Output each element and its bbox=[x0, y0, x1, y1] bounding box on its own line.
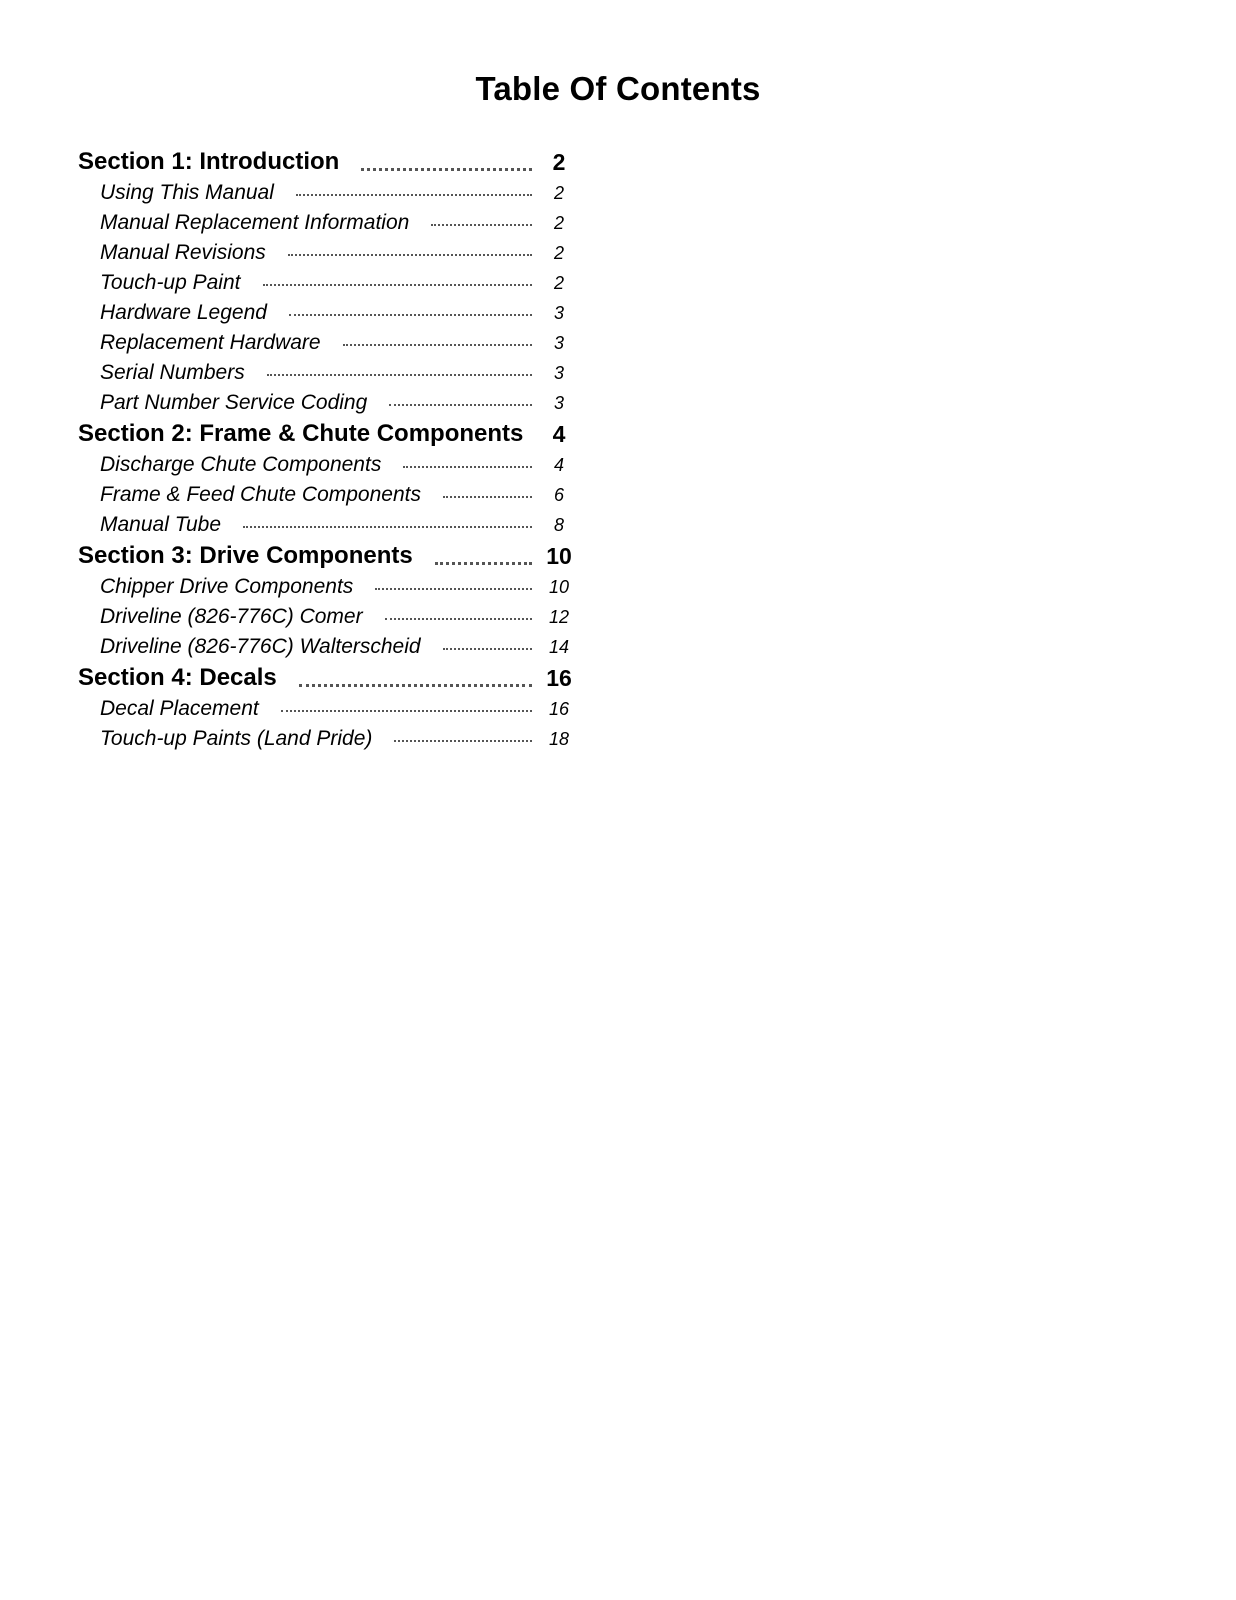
toc-subsection-entry[interactable] bbox=[0, 298, 600, 328]
toc-entry-label: Section 4: Decals bbox=[78, 664, 277, 691]
toc-page-number: 10 bbox=[548, 577, 570, 597]
toc-page-number: 3 bbox=[553, 363, 564, 383]
toc-entry-label: Discharge Chute Components bbox=[100, 453, 382, 476]
toc-entry-label: Driveline (826-776C) Walterscheid bbox=[100, 635, 421, 658]
toc-dot-leader bbox=[375, 572, 532, 590]
toc-page-number: 4 bbox=[553, 455, 564, 475]
toc-entry-label: Section 2: Frame & Chute Components bbox=[78, 420, 524, 447]
toc-dot-leader bbox=[281, 694, 532, 712]
toc-subsection-entry[interactable] bbox=[0, 632, 600, 662]
toc-page-number: 16 bbox=[548, 699, 570, 719]
toc-section-entry[interactable] bbox=[0, 146, 600, 178]
toc-subsection-entry[interactable] bbox=[0, 358, 600, 388]
toc-entry-label: Chipper Drive Components bbox=[100, 575, 354, 598]
toc-dot-leader bbox=[435, 540, 532, 565]
toc-subsection-entry[interactable] bbox=[0, 694, 600, 724]
toc-dot-leader bbox=[296, 178, 532, 196]
toc-subsection-entry[interactable] bbox=[0, 328, 600, 358]
toc-page-number: 2 bbox=[553, 273, 564, 293]
toc-page-number: 8 bbox=[553, 515, 564, 535]
toc-subsection-entry[interactable] bbox=[0, 724, 600, 754]
toc-dot-leader bbox=[267, 358, 532, 376]
toc-entry-label: Hardware Legend bbox=[100, 301, 267, 324]
toc-entry-label: Manual Revisions bbox=[100, 241, 266, 264]
toc-page-number: 3 bbox=[553, 333, 564, 353]
toc-subsection-entry[interactable] bbox=[0, 572, 600, 602]
toc-dot-leader bbox=[389, 388, 532, 406]
page-title: Table Of Contents bbox=[475, 70, 761, 107]
toc-dot-leader bbox=[343, 328, 532, 346]
toc-entry-label: Manual Tube bbox=[100, 513, 222, 536]
toc-page-number: 3 bbox=[553, 303, 564, 323]
toc-dot-leader bbox=[299, 662, 532, 687]
toc-dot-leader bbox=[403, 450, 532, 468]
toc-dot-leader bbox=[443, 632, 532, 650]
toc-subsection-entry[interactable] bbox=[0, 602, 600, 632]
toc-dot-leader bbox=[361, 146, 532, 171]
toc-subsection-entry[interactable] bbox=[0, 510, 600, 540]
toc-subsection-entry[interactable] bbox=[0, 388, 600, 418]
toc-page-number: 2 bbox=[552, 149, 566, 175]
toc-entry-label: Using This Manual bbox=[100, 181, 274, 204]
toc-page-number: 4 bbox=[552, 421, 566, 447]
toc-dot-leader bbox=[243, 510, 532, 528]
toc-entry-label: Section 3: Drive Components bbox=[78, 542, 413, 569]
toc-page-number: 2 bbox=[553, 243, 564, 263]
toc-dot-leader bbox=[443, 480, 532, 498]
toc-page-number: 16 bbox=[546, 665, 572, 691]
toc-dot-leader bbox=[385, 602, 532, 620]
toc-subsection-entry[interactable] bbox=[0, 178, 600, 208]
toc-dot-leader bbox=[431, 208, 532, 226]
toc-dot-leader bbox=[289, 298, 532, 316]
toc-page-number: 2 bbox=[553, 213, 564, 233]
toc-section-entry[interactable] bbox=[0, 418, 600, 450]
toc-entry-label: Touch-up Paint bbox=[100, 271, 241, 294]
toc-subsection-entry[interactable] bbox=[0, 268, 600, 298]
toc-entry-label: Decal Placement bbox=[100, 697, 259, 720]
toc-section-entry[interactable] bbox=[0, 540, 600, 572]
toc-entry-label: Serial Numbers bbox=[100, 361, 245, 384]
toc-subsection-entry[interactable] bbox=[0, 450, 600, 480]
toc-entry-label: Part Number Service Coding bbox=[100, 391, 368, 414]
toc-entry-label: Driveline (826-776C) Comer bbox=[100, 605, 363, 628]
toc-page-number: 14 bbox=[548, 637, 570, 657]
toc-page-number: 10 bbox=[546, 543, 572, 569]
toc-page-number: 6 bbox=[553, 485, 564, 505]
toc-dot-leader bbox=[394, 724, 532, 742]
toc-page-number: 3 bbox=[553, 393, 564, 413]
toc-dot-leader bbox=[288, 238, 532, 256]
toc-page-number: 2 bbox=[553, 183, 564, 203]
toc-dot-leader bbox=[263, 268, 532, 286]
toc-entry-label: Replacement Hardware bbox=[100, 331, 321, 354]
toc-section-entry[interactable] bbox=[0, 662, 600, 694]
toc-subsection-entry[interactable] bbox=[0, 208, 600, 238]
toc-subsection-entry[interactable] bbox=[0, 238, 600, 268]
toc-entry-label: Touch-up Paints (Land Pride) bbox=[100, 727, 373, 750]
toc-entry-label: Frame & Feed Chute Components bbox=[100, 483, 421, 506]
toc-entry-label: Manual Replacement Information bbox=[100, 211, 410, 234]
toc-entry-label: Section 1: Introduction bbox=[78, 148, 340, 175]
toc-page-number: 18 bbox=[548, 729, 570, 749]
toc-subsection-entry[interactable] bbox=[0, 480, 600, 510]
toc-page-number: 12 bbox=[548, 607, 570, 627]
table-of-contents bbox=[0, 146, 600, 754]
